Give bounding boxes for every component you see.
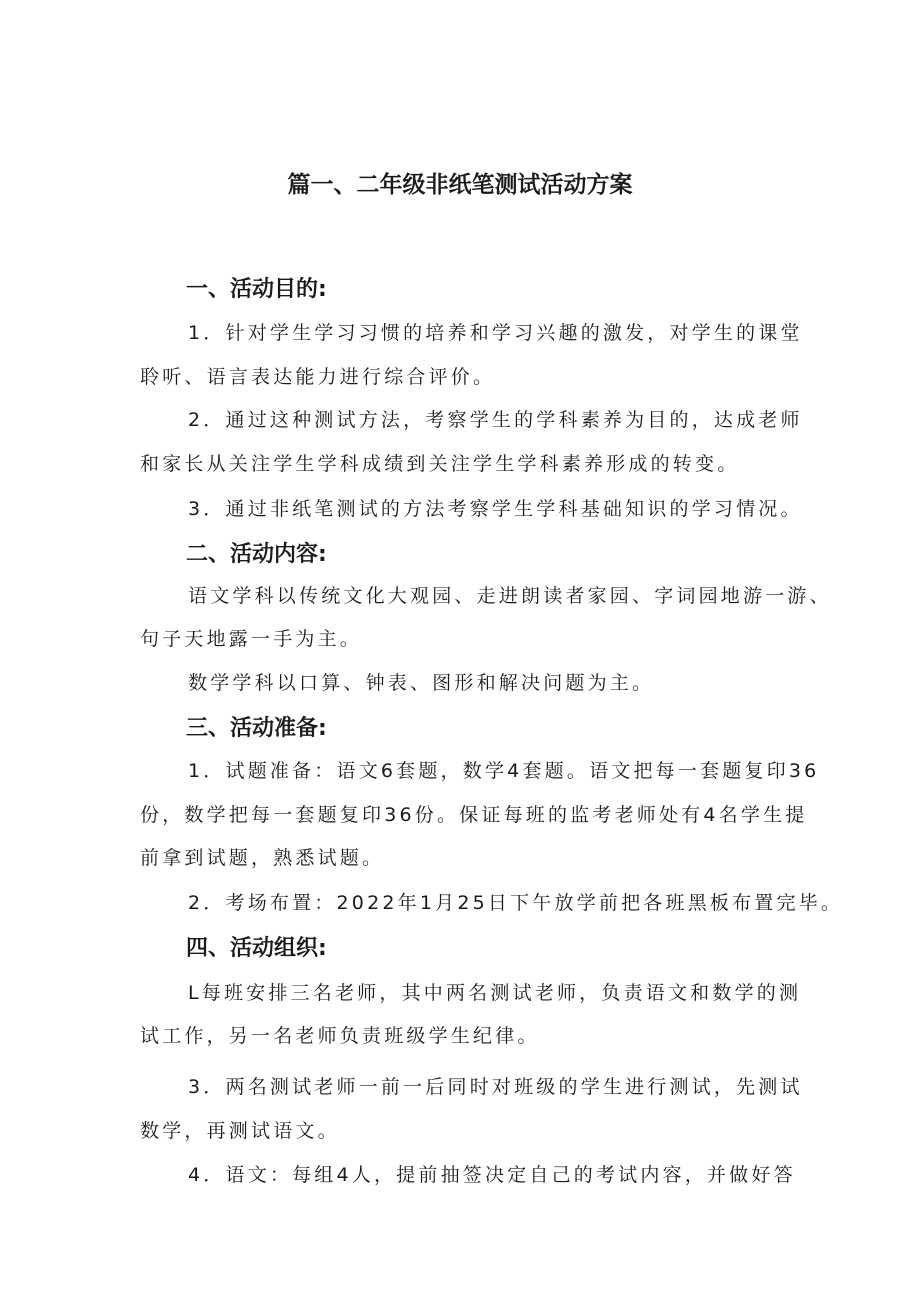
section-heading-purpose: 一、活动目的: <box>186 277 327 302</box>
paragraph-line: 语文学科以传统文化大观园、走进朗读者家园、字词园地游一游、 <box>188 585 832 607</box>
paragraph-line: 2．通过这种测试方法，考察学生的学科素养为目的，达成老师 <box>188 409 803 431</box>
paragraph-line: L每班安排三名老师，其中两名测试老师，负责语文和数学的测 <box>188 982 802 1004</box>
paragraph-line: 2．考场布置：2022年1月25日下午放学前把各班黑板布置完毕。 <box>188 892 844 914</box>
paragraph-line: 份，数学把每一套题复印36份。保证每班的监考老师处有4名学生提 <box>140 804 808 826</box>
paragraph-line: 3．两名测试老师一前一后同时对班级的学生进行测试，先测试 <box>188 1076 803 1098</box>
paragraph-line: 1．试题准备：语文6套题，数学4套题。语文把每一套题复印36 <box>188 760 820 782</box>
paragraph-line: 聆听、语言表达能力进行综合评价。 <box>140 366 496 388</box>
paragraph-line: 句子天地露一手为主。 <box>140 628 363 650</box>
paragraph-line: 1．针对学生学习习惯的培养和学习兴趣的激发，对学生的课堂 <box>188 322 803 344</box>
paragraph-line: 数学学科以口算、钟表、图形和解决问题为主。 <box>188 672 655 694</box>
paragraph-line: 和家长从关注学生学科成绩到关注学生学科素养形成的转变。 <box>140 453 740 475</box>
paragraph-line: 数学，再测试语文。 <box>140 1120 340 1142</box>
section-heading-preparation: 三、活动准备: <box>186 716 327 741</box>
paragraph-line: 4．语文：每组4人，提前抽签决定自己的考试内容，并做好答 <box>188 1164 796 1186</box>
section-heading-organization: 四、活动组织: <box>186 936 327 961</box>
paragraph-line: 试工作，另一名老师负责班级学生纪律。 <box>140 1025 540 1047</box>
section-heading-content: 二、活动内容: <box>186 542 327 567</box>
paragraph-line: 3．通过非纸笔测试的方法考察学生学科基础知识的学习情况。 <box>188 498 803 520</box>
document-title: 篇一、二年级非纸笔测试活动方案 <box>287 172 633 198</box>
paragraph-line: 前拿到试题，熟悉试题。 <box>140 847 385 869</box>
